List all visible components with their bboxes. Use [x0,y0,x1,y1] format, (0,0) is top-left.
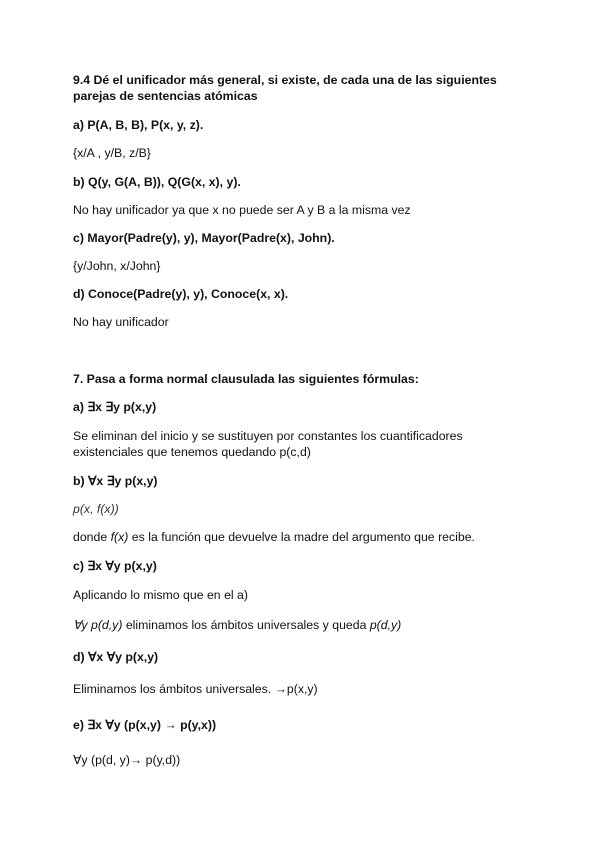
answer-7-e: ∀y (p(d, y)→ p(y,d)) [73,753,181,767]
question-7-e: e) ∃x ∀y (p(x,y) → p(y,x)) [73,718,217,732]
question-94-a: a) P(A, B, B), P(x, y, z). [73,118,204,132]
answer-94-d: No hay unificador [73,315,169,329]
answer-7-c-line2: ∀y p(d,y) eliminamos los ámbitos universales y queda p(d,y) [73,618,402,632]
answer-94-c: {y/John, x/John} [73,259,161,273]
answer-7-c-line1: Aplicando lo mismo que en el a) [73,588,248,602]
formula-7-b: p(x, f(x)) [73,502,119,516]
question-7-c: c) ∃x ∀y p(x,y) [73,559,157,573]
question-7-b: b) ∀x ∃y p(x,y) [73,474,158,488]
section-94-heading: 9.4 Dé el unificador más general, si existe, de cada una de las siguientes parejas de sentencias atómicas [73,73,497,103]
question-94-c: c) Mayor(Padre(y), y), Mayor(Padre(x), John). [73,231,335,245]
answer-7-d: Eliminamos los ámbitos universales. →p(x,y) [73,682,318,696]
question-94-b: b) Q(y, G(A, B)), Q(G(x, x), y). [73,175,241,189]
fx-term: f(x) [110,530,129,544]
explanation-7-b: donde f(x) es la función que devuelve la madre del argumento que recibe. [73,530,475,544]
answer-94-b: No hay unificador ya que x no puede ser A y B a la misma vez [73,203,411,217]
section-7-heading: 7. Pasa a forma normal clausulada las siguientes fórmulas: [73,372,419,386]
answer-7-a: Se eliminan del inicio y se sustituyen por constantes los cuantificadores existenciales que tenemos quedando p(c,d) [73,429,463,459]
question-7-a: a) ∃x ∃y p(x,y) [73,400,157,414]
answer-94-a: {x/A , y/B, z/B} [73,146,151,160]
question-94-d: d) Conoce(Padre(y), y), Conoce(x, x). [73,287,289,301]
question-7-d: d) ∀x ∀y p(x,y) [73,650,159,664]
